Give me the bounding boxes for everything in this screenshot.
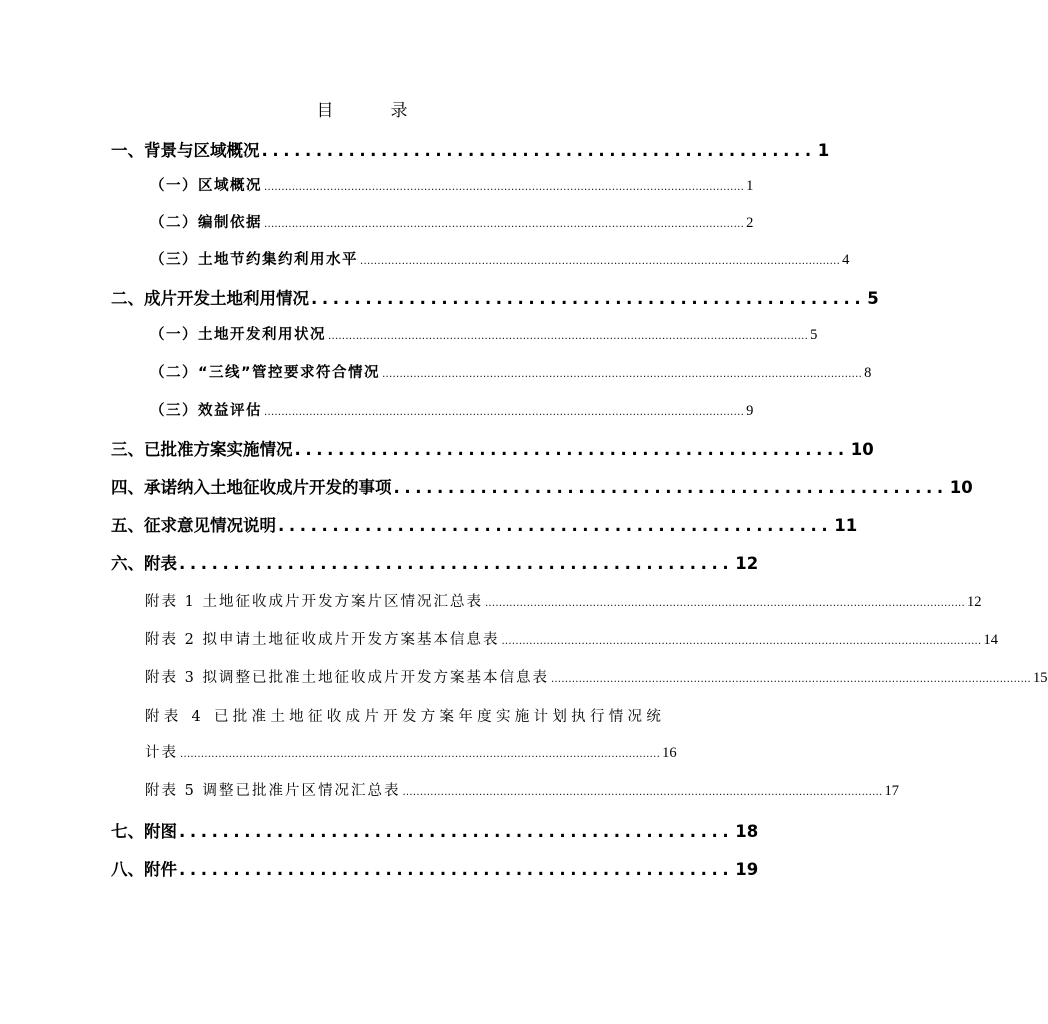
toc-leader-dots: ................................................... <box>294 440 849 459</box>
toc-entry-text: （三）效益评估 <box>150 403 262 419</box>
toc-entry-text: （二）编制依据 <box>150 215 262 231</box>
toc-entry-text: 四、承诺纳入土地征收成片开发的事项 <box>111 478 392 497</box>
toc-entry-page: 17 <box>884 783 900 799</box>
toc-entry-section-2[interactable] <box>111 285 879 309</box>
toc-leader-dots: .......................................................................................................................................... <box>328 331 809 342</box>
toc-leader-dots: ................................................... <box>179 822 734 841</box>
toc-leader-dots: .......................................................................................................................................... <box>264 182 745 193</box>
toc-entry-text: 二、成片开发土地利用情况 <box>111 289 309 308</box>
toc-leader-dots: .......................................................................................................................................... <box>264 219 745 230</box>
toc-entry-text: 计表 <box>145 745 178 761</box>
toc-entry-text: 附表 5 调整已批准片区情况汇总表 <box>145 783 401 799</box>
toc-title: 目 录 <box>316 101 428 121</box>
toc-entry-page: 4 <box>842 252 850 268</box>
toc-entry-section-1[interactable] <box>111 137 830 161</box>
toc-entry-text: （一）土地开发利用状况 <box>150 327 326 343</box>
toc-entry-subsection-1-3[interactable] <box>150 248 850 269</box>
toc-entry-text: 一、背景与区域概况 <box>111 141 260 160</box>
toc-entry-subsection-1-2[interactable] <box>150 211 754 232</box>
toc-entry-appendix-table-4-line1[interactable]: 附表 4 已批准土地征收成片开发方案年度实施计划执行情况统 <box>145 709 666 725</box>
toc-entry-section-6[interactable] <box>111 550 759 574</box>
toc-entry-appendix-table-1[interactable] <box>145 590 982 611</box>
toc-entry-page: 2 <box>746 215 754 231</box>
toc-entry-page: 19 <box>735 860 759 879</box>
toc-entry-subsection-1-1[interactable] <box>150 174 754 195</box>
toc-entry-text: 附表 2 拟申请土地征收成片开发方案基本信息表 <box>145 632 500 648</box>
toc-entry-section-7[interactable] <box>111 818 759 842</box>
toc-entry-text: 六、附表 <box>111 554 177 573</box>
toc-leader-dots: .......................................................................................................................................... <box>180 749 661 760</box>
toc-entry-text: 五、征求意见情况说明 <box>111 516 276 535</box>
toc-entry-text: 附表 3 拟调整已批准土地征收成片开发方案基本信息表 <box>145 670 549 686</box>
toc-entry-appendix-table-2[interactable] <box>145 628 999 649</box>
toc-entry-text: 七、附图 <box>111 822 177 841</box>
toc-leader-dots: .......................................................................................................................................... <box>501 636 982 647</box>
toc-entry-section-4[interactable] <box>111 474 973 498</box>
toc-entry-text: 八、附件 <box>111 860 177 879</box>
toc-leader-dots: ................................................... <box>179 860 734 879</box>
toc-entry-page: 11 <box>834 516 858 535</box>
toc-entry-appendix-table-4[interactable] <box>145 741 677 762</box>
toc-entry-subsection-2-2[interactable] <box>150 361 872 382</box>
toc-entry-page: 12 <box>967 594 982 610</box>
toc-entry-section-5[interactable] <box>111 512 858 536</box>
toc-entry-page: 1 <box>746 178 754 194</box>
toc-leader-dots: ................................................... <box>179 554 734 573</box>
toc-entry-text: （一）区域概况 <box>150 178 262 194</box>
toc-entry-text: 三、已批准方案实施情况 <box>111 440 293 459</box>
toc-leader-dots: ................................................... <box>278 516 833 535</box>
toc-entry-text: （二）“三线”管控要求符合情况 <box>150 365 381 381</box>
toc-entry-page: 16 <box>662 745 677 761</box>
toc-leader-dots: .......................................................................................................................................... <box>360 256 841 267</box>
toc-entry-subsection-2-1[interactable] <box>150 323 818 344</box>
toc-leader-dots: ................................................... <box>393 478 948 497</box>
toc-entry-page: 9 <box>746 403 754 419</box>
toc-entry-subsection-2-3[interactable] <box>150 399 754 420</box>
toc-entry-page: 10 <box>850 440 874 459</box>
toc-leader-dots: ................................................... <box>311 289 866 308</box>
toc-entry-appendix-table-5[interactable] <box>145 779 900 800</box>
toc-entry-page: 18 <box>735 822 759 841</box>
toc-entry-text: （三）土地节约集约利用水平 <box>150 252 358 268</box>
toc-entry-section-8[interactable] <box>111 856 759 880</box>
toc-entry-appendix-table-3[interactable] <box>145 666 1048 687</box>
toc-leader-dots: .......................................................................................................................................... <box>382 369 863 380</box>
toc-entry-page: 15 <box>1033 670 1048 686</box>
toc-entry-page: 10 <box>949 478 973 497</box>
toc-entry-text: 附表 1 土地征收成片开发方案片区情况汇总表 <box>145 594 483 610</box>
toc-entry-page: 1 <box>817 141 830 160</box>
toc-entry-page: 14 <box>983 632 999 648</box>
toc-entry-page: 5 <box>810 327 818 343</box>
toc-entry-page: 12 <box>735 554 759 573</box>
toc-leader-dots: .......................................................................................................................................... <box>264 407 745 418</box>
toc-leader-dots: ................................................... <box>261 141 816 160</box>
toc-leader-dots: .......................................................................................................................................... <box>484 598 966 609</box>
toc-entry-page: 5 <box>867 289 879 308</box>
toc-leader-dots: .......................................................................................................................................... <box>550 674 1032 685</box>
toc-entry-section-3[interactable] <box>111 436 874 460</box>
toc-leader-dots: .......................................................................................................................................... <box>402 787 883 798</box>
toc-entry-page: 8 <box>864 365 872 381</box>
